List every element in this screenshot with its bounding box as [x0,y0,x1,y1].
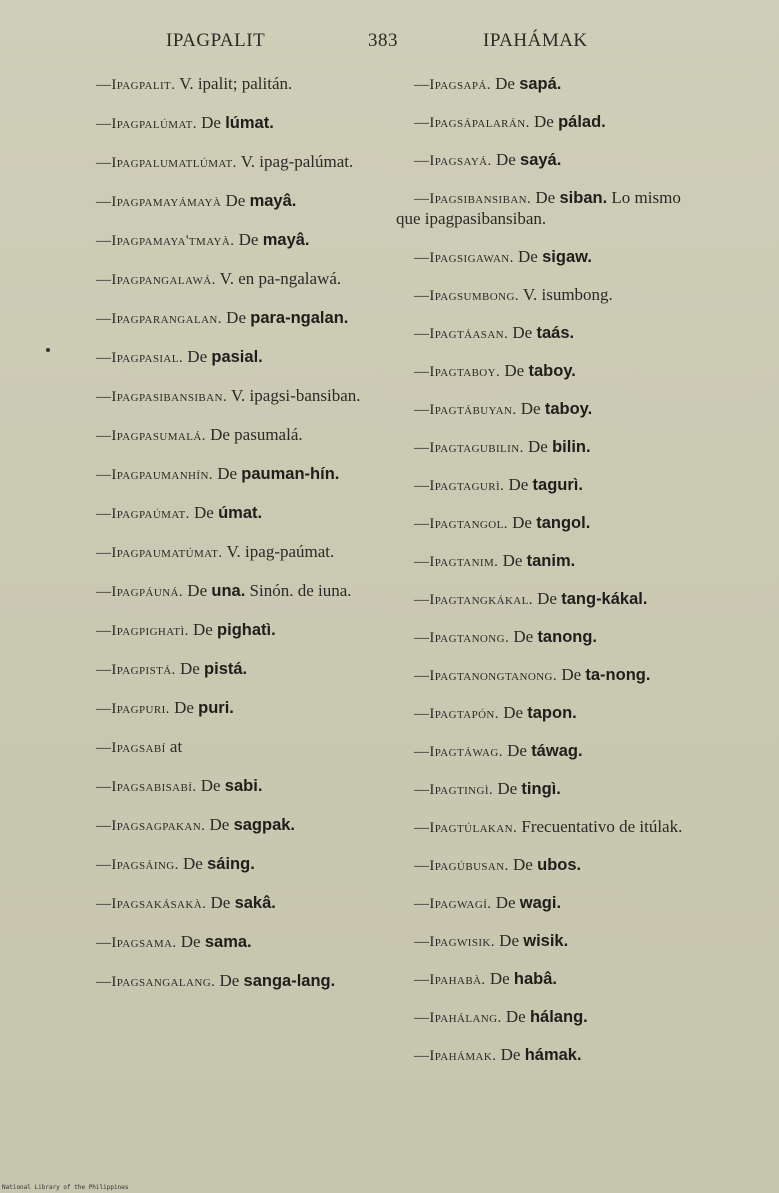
entry-text: De [504,475,533,494]
entry-text: De [206,893,235,912]
entry-root-word: bilin. [552,438,591,456]
entry-root-word: pálad. [558,113,606,131]
entry-headword: —Ipagtagurì. [414,478,505,494]
entry-headword: —Ipagsama. [96,935,177,951]
entry-headword: —Ipagpaumatúmat. [96,545,223,561]
entry-root-word: pasial. [211,348,263,366]
entry-text: De pasumalá. [205,425,303,444]
entry-text: V. ipag-palúmat. [236,152,354,171]
entry-root-word: sagpak. [233,816,296,834]
dictionary-entry [396,779,708,800]
entry-text: De [485,969,514,988]
dictionary-entry [78,191,370,212]
running-header [0,30,779,56]
entry-root-word: sapá. [519,75,562,93]
entry-text: De [176,932,205,951]
entry-text: De [183,581,212,600]
dictionary-entry [396,1045,708,1066]
right-column [396,74,708,1083]
entry-headword: —Ipahálang. [414,1010,502,1026]
entry-headword: —Ipagúbusan. [414,858,509,874]
entry-text: V. isumbong. [518,285,613,304]
entry-root-word: úmat. [218,504,263,522]
dictionary-entry [396,589,708,610]
dictionary-entry [78,230,370,251]
dictionary-entry [78,698,370,719]
header-right-guideword: IPAHÁMAK [483,30,588,51]
entry-headword: —Ipagpaúmat. [96,506,190,522]
entry-headword: —Ipagtanong. [414,630,510,646]
entry-headword: —Ipagwagí. [414,896,492,912]
dictionary-entry [396,285,708,306]
entry-headword: —Ipagpistá. [96,662,176,678]
entry-text: De [189,503,219,522]
entry-headword: —Ipagpasibansiban. [96,389,228,405]
entry-root-word: siban. [559,189,608,207]
entry-text: De [507,513,537,532]
entry-root-word: taás. [536,324,575,342]
entry-root-word: hámak. [524,1046,582,1064]
entry-text: De [509,627,538,646]
dictionary-entry [396,703,708,724]
dictionary-entry [396,323,708,344]
entry-text: De [523,437,553,456]
dictionary-entry [396,931,708,952]
entry-headword: —Ipagpalumatlúmat. [96,155,237,171]
entry-text: De [178,854,208,873]
dictionary-entry [396,817,708,838]
entry-root-word: puri. [198,699,234,717]
entry-text: De [175,659,205,678]
entry-text: V. ipagsi-bansiban. [227,386,361,405]
entry-text: De [196,113,226,132]
entry-text: De [508,323,537,342]
dictionary-entry [396,74,708,95]
entry-root-word: hálang. [529,1008,588,1026]
entry-text: De [491,150,521,169]
entry-headword: —Ipagtáasan. [414,326,509,342]
entry-root-word: tapon. [527,704,577,722]
dictionary-entry [78,971,370,992]
dictionary-entry [396,665,708,686]
dictionary-entry [78,893,370,914]
entry-headword: —Ipagpamaya'tmayà. [96,233,235,249]
dictionary-entry [396,1007,708,1028]
dictionary-entry [396,513,708,534]
entry-text: De [498,551,527,570]
dictionary-entry [78,425,370,446]
entry-headword: —Ipagtanongtanong. [414,668,558,684]
entry-root-word: wagi. [519,894,562,912]
entry-headword: —Ipagsangalang. [96,974,216,990]
dictionary-entry [78,776,370,797]
entry-headword: —Ipagwisik. [414,934,495,950]
dictionary-entry [396,437,708,458]
entry-root-word: pauman-hín. [241,465,340,483]
entry-headword: —Ipagpuri. [96,701,170,717]
dictionary-entry [396,855,708,876]
entry-headword: —Ipagsagpakan. [96,818,206,834]
entry-headword: —Ipagtangkákal. [414,592,533,608]
entry-text: V. ipalit; palitán. [175,74,293,93]
entry-root-word: lúmat. [225,114,274,132]
entry-headword: —Ipagsakásakà. [96,896,207,912]
entry-headword: —Ipagpangalawá. [96,272,216,288]
entry-headword: —Ipagparangalan. [96,311,222,327]
entry-note: Sinón. de iuna. [245,581,352,600]
entry-root-word: sayá. [520,151,562,169]
entry-headword: —Ipagpasumalá. [96,428,206,444]
entry-headword: —Ipagsápalarán. [414,115,530,131]
entry-text: De [529,112,559,131]
page-number: 383 [368,30,398,51]
entry-headword: —Ipagtúlakan. [414,820,518,836]
dictionary-entry [78,581,370,602]
entry-text: De [234,230,263,249]
dictionary-entry [78,347,370,368]
entry-text: De [513,247,543,266]
entry-text: De [215,971,244,990]
entry-root-word: sigaw. [542,248,592,266]
entry-headword: —Ipagtáwag. [414,744,503,760]
dictionary-entry [396,475,708,496]
entry-text: De [502,741,532,760]
entry-headword: —Ipagtábuyan. [414,402,517,418]
entry-root-word: pistá. [204,660,248,678]
entry-root-word: sabi. [224,777,263,795]
entry-root-word: wisik. [523,932,569,950]
entry-text: De [221,191,250,210]
entry-headword: —Ipagsabisabí. [96,779,197,795]
entry-text: Frecuentativo de itúlak. [517,817,683,836]
header-left-guideword: IPAGPALIT [166,30,266,51]
entry-headword: —Ipagpasial. [96,350,184,366]
dictionary-entry [396,399,708,420]
entry-text: De [169,698,199,717]
entry-headword: —Ipagpáuná. [96,584,184,600]
entry-root-word: tangol. [536,514,591,532]
dictionary-entry [396,551,708,572]
entry-root-word: sanga-lang. [243,972,336,990]
entry-root-word: tang-kákal. [561,590,648,608]
entry-text: De [508,855,538,874]
entry-headword: —Ipagsibansiban. [414,191,532,207]
entry-text: De [501,1007,530,1026]
entry-text: De [531,188,560,207]
entry-text: De [496,1045,525,1064]
dictionary-entry [396,361,708,382]
entry-text: at [165,737,183,756]
entry-headword: —Ipahámak. [414,1048,497,1064]
entry-headword: —Ipagtingì. [414,782,494,798]
entry-text: De [498,703,528,722]
entry-root-word: mayâ. [262,231,310,249]
entry-headword: —Ipagpighatì. [96,623,189,639]
entry-root-word: sakâ. [234,894,276,912]
dictionary-entry [78,308,370,329]
dictionary-entry [78,932,370,953]
dictionary-entry [396,112,708,133]
entry-text: De [196,776,225,795]
dictionary-entry [78,464,370,485]
dictionary-entry [78,74,370,95]
library-credit: National Library of the Philippines [2,1184,129,1191]
entry-headword: —Ipagpalit. [96,77,176,93]
dictionary-entry [396,893,708,914]
entry-headword: —Ipagtaboy. [414,364,501,380]
entry-root-word: tingì. [521,780,561,798]
entry-text: V. ipag-paúmat. [222,542,335,561]
entry-root-word: una. [211,582,246,600]
dictionary-entry [78,854,370,875]
entry-text: De [205,815,234,834]
entry-root-word: sama. [204,933,252,951]
entry-headword: —Ipagpalúmat. [96,116,197,132]
entry-text: De [516,399,545,418]
entry-headword: —Ipagsabí [96,740,166,756]
entry-headword: —Ipagtangol. [414,516,508,532]
dictionary-entry [78,542,370,563]
dictionary-entry [78,269,370,290]
entry-root-word: sáing. [207,855,255,873]
entry-headword: —Ipagpaumanhín. [96,467,213,483]
dictionary-entry [396,188,708,230]
entry-headword: —Ipagsigawan. [414,250,514,266]
entry-headword: —Ipagtagubilin. [414,440,524,456]
margin-mark [46,348,50,352]
entry-root-word: táwag. [531,742,583,760]
entry-headword: —Ipagtapón. [414,706,499,722]
dictionary-entry [78,152,370,173]
entry-text: V. en pa-ngalawá. [215,269,342,288]
entry-root-word: para-ngalan. [250,309,349,327]
entry-root-word: ubos. [537,856,582,874]
entry-root-word: mayâ. [249,192,297,210]
entry-headword: —Ipagsayá. [414,153,492,169]
entry-text: De [500,361,529,380]
dictionary-entry [78,737,370,758]
entry-root-word: habâ. [513,970,558,988]
entry-headword: —Ipagsumbong. [414,288,519,304]
entry-headword: —Ipagpamayámayà [96,194,222,210]
dictionary-entry [78,659,370,680]
entry-text: De [188,620,218,639]
entry-text: De [494,931,524,950]
entry-headword: —Ipahabà. [414,972,486,988]
entry-text: De [532,589,562,608]
dictionary-entry [396,969,708,990]
entry-text: De [221,308,251,327]
entry-root-word: pighatì. [217,621,276,639]
entry-root-word: taboy. [544,400,593,418]
dictionary-entry [78,113,370,134]
left-column [78,74,370,1010]
entry-text: De [490,74,520,93]
entry-root-word: tagurì. [532,476,583,494]
dictionary-entry [396,741,708,762]
entry-root-word: taboy. [528,362,576,380]
dictionary-entry [78,503,370,524]
entry-root-word: ta-nong. [585,666,651,684]
entry-headword: —Ipagtanim. [414,554,499,570]
dictionary-entry [78,386,370,407]
entry-text: De [557,665,586,684]
entry-text: De [491,893,520,912]
dictionary-entry [396,150,708,171]
entry-text: De [183,347,212,366]
dictionary-entry [78,620,370,641]
entry-note: Lo mismo que ipagpasibansiban. [396,188,681,228]
entry-root-word: tanim. [526,552,576,570]
entry-text: De [212,464,242,483]
dictionary-entry [396,627,708,648]
entry-headword: —Ipagsapá. [414,77,491,93]
dictionary-entry [396,247,708,268]
dictionary-entry [78,815,370,836]
entry-root-word: tanong. [537,628,598,646]
entry-headword: —Ipagsáing. [96,857,179,873]
entry-text: De [493,779,522,798]
